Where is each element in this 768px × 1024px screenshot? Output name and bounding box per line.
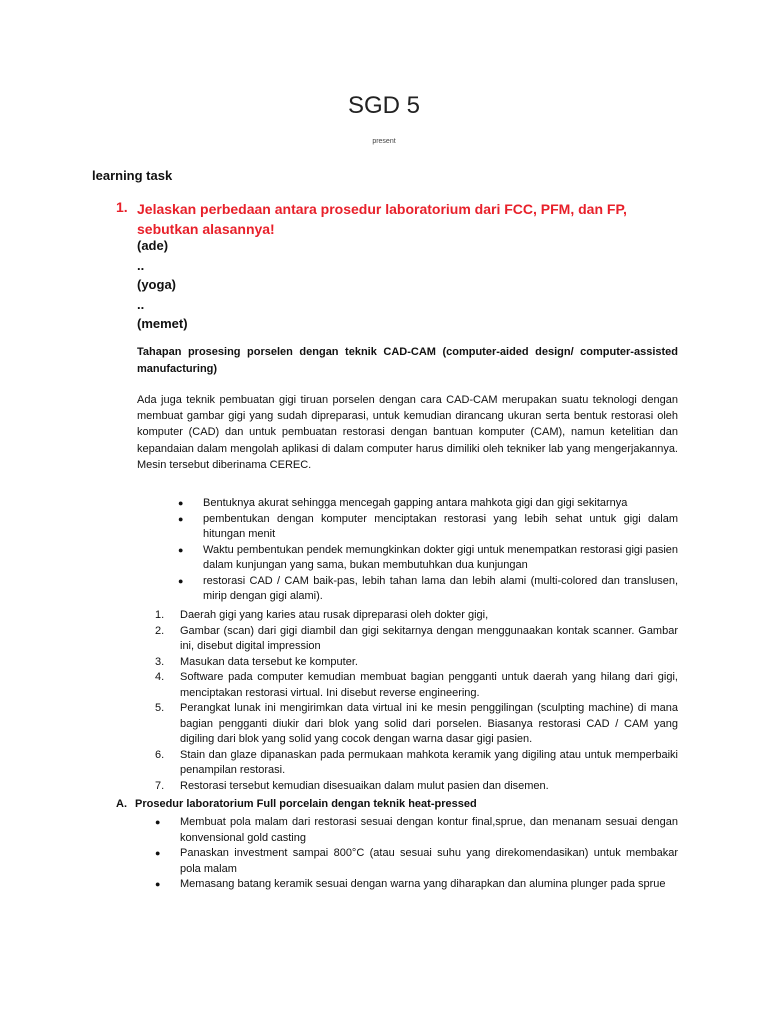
learning-task-label: learning task: [92, 168, 173, 183]
subsection-letter: A.: [116, 798, 127, 810]
list-item: ● Waktu pembentukan pendek memungkinkan dokter gigi untuk menempatkan restorasi gigi pasien dalam kunjungan yang sama, bukan membutuhkan dua kunjungan: [178, 543, 678, 571]
bullet-icon: ●: [178, 575, 184, 586]
list-item: ● Bentuknya akurat sehingga mencegah gapping antara mahkota gigi dan gigi sekitarnya: [178, 496, 678, 512]
section-paragraph: Ada juga teknik pembuatan gigi tiruan porselen dengan cara CAD-CAM merupakan suatu teknologi dengan membuat gambar gigi yang sudah dipreparasi, untuk kemudian dirancang ukuran serta bentuk restorasi oleh komputer (CAD) dan untuk pembuatan restorasi dengan bantuan komputer (CAM), namun ketelitian dan kepandaian dalam mengolah aplikasi di dalam computer harus dimiliki oleh tekniker lab yang mengerjakannya. Mesin tersebut diberinama CEREC.: [137, 394, 678, 471]
list-item: ● Memasang batang keramik sesuai dengan warna yang diharapkan dan alumina plunger pada sprue: [155, 877, 678, 893]
advantages-list: [178, 496, 678, 605]
bullet-icon: ●: [155, 817, 161, 827]
list-item: 1. Daerah gigi yang karies atau rusak dipreparasi oleh dokter gigi,: [155, 609, 489, 621]
question-number: 1.: [116, 199, 128, 215]
bullet-icon: ●: [155, 879, 161, 889]
name-line: (memet): [137, 316, 188, 331]
name-line: ..: [137, 296, 145, 312]
process-steps-list: [155, 608, 678, 794]
bullet-icon: ●: [178, 544, 184, 555]
name-line: (yoga): [137, 277, 176, 292]
list-item: 7. Restorasi tersebut kemudian disesuaikan dalam mulut pasien dan disemen.: [155, 779, 549, 792]
section-heading: Tahapan prosesing porselen dengan teknik CAD-CAM (computer-aided design/ computer-assisted manufacturing): [137, 346, 678, 375]
list-item: ● Panaskan investment sampai 800°C (atau sesuai suhu yang direkomendasikan) untuk membakar pola malam: [155, 847, 678, 875]
contributor-names: [137, 236, 188, 334]
name-line: ..: [137, 257, 145, 273]
name-line: (ade): [137, 238, 169, 253]
list-item: ● restorasi CAD / CAM baik-pas, lebih tahan lama dan lebih alami (multi-colored dan translusen, mirip dengan gigi alami).: [178, 574, 678, 602]
heat-pressed-steps-list: [155, 815, 678, 893]
list-item: 3. Masukan data tersebut ke komputer.: [155, 655, 358, 668]
document-title: SGD 5: [347, 92, 421, 119]
question-text: Jelaskan perbedaan antara prosedur laboratorium dari FCC, PFM, dan FP, sebutkan alasannya!: [137, 201, 627, 237]
subsection-title: Prosedur laboratorium Full porcelain dengan teknik heat-pressed: [135, 798, 477, 810]
list-item: 5. Perangkat lunak ini mengirimkan data virtual ini ke mesin penggilingan (sculpting machine) di mana bagian pengganti diukir dari blok yang solid dari porselen. Biasanya restorasi CAD / CAM yang digiling dari blok yang solid yang cocok dengan warna dasar gigi pasien.: [155, 702, 678, 745]
list-item: 2. Gambar (scan) dari gigi diambil dan gigi sekitarnya dengan menggunaakan kontak scanner. Gambar ini, disebut digital impression: [155, 624, 678, 652]
list-item: 6. Stain dan glaze dipanaskan pada permukaan mahkota keramik yang digiling atau untuk memperbaiki penampilan restorasi.: [155, 748, 678, 776]
bullet-icon: ●: [155, 848, 161, 858]
list-item: 4. Software pada computer kemudian membuat bagian pengganti untuk daerah yang hilang dari gigi, menciptakan restorasi virtual. Ini disebut reverse engineering.: [155, 671, 678, 699]
list-item: ● pembentukan dengan komputer menciptakan restorasi yang lebih sehat untuk gigi dalam hitungan menit: [178, 512, 678, 540]
document-subtitle: present: [372, 138, 396, 145]
bullet-icon: ●: [178, 498, 184, 508]
bullet-icon: ●: [178, 513, 184, 524]
list-item: ● Membuat pola malam dari restorasi sesuai dengan kontur final,sprue, dan menanam sesuai dengan konvensional gold casting: [155, 816, 678, 844]
